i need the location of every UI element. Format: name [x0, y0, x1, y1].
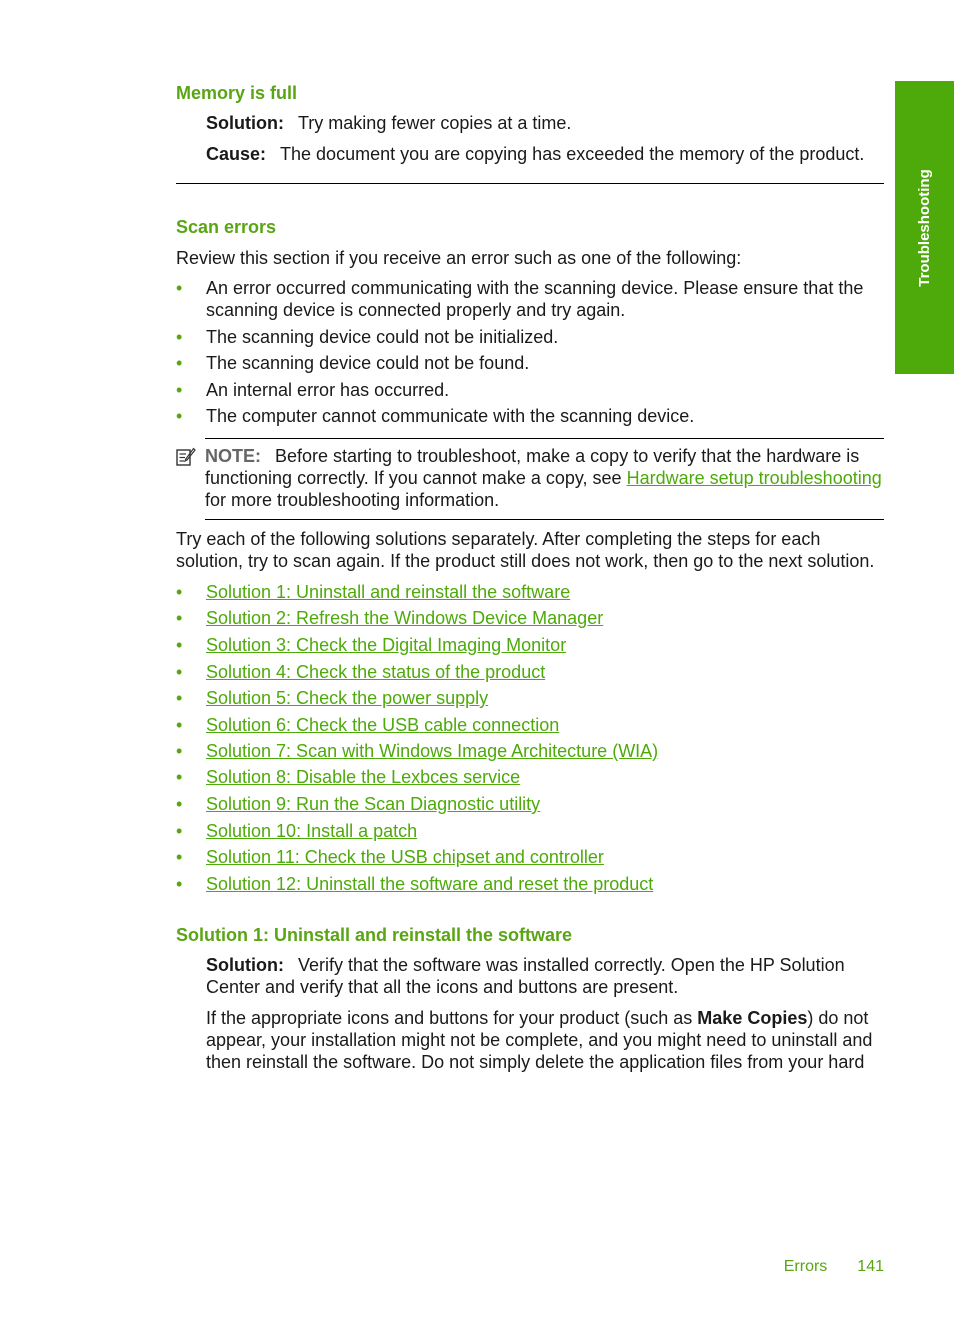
- solution-list-item: [176, 873, 884, 895]
- solution1-paragraph: [206, 1007, 884, 1073]
- heading-scan-errors: Scan errors: [176, 217, 277, 237]
- solution-link-8[interactable]: Solution 8: Disable the Lexbces service: [206, 767, 521, 787]
- solution-link-7[interactable]: Solution 7: Scan with Windows Image Architecture (WIA): [206, 741, 659, 761]
- solution-link-6[interactable]: Solution 6: Check the USB cable connection: [206, 715, 560, 735]
- solution-label: Solution:: [206, 113, 284, 133]
- error-list-item: • The scanning device could not be initialized.: [176, 326, 884, 348]
- solution1-label: Solution:: [206, 955, 284, 975]
- solution-list-item: [176, 820, 884, 842]
- para-before: If the appropriate icons and buttons for your product (such as: [206, 1008, 693, 1028]
- solution-link-3[interactable]: Solution 3: Check the Digital Imaging Monitor: [206, 635, 567, 655]
- solution-link-5[interactable]: Solution 5: Check the power supply: [206, 688, 489, 708]
- note-label: NOTE:: [205, 446, 261, 466]
- solution-list-item: [176, 607, 884, 629]
- solution-link-12[interactable]: Solution 12: Uninstall the software and reset the product: [206, 874, 654, 894]
- error-list-item: • An error occurred communicating with the scanning device. Please ensure that the scanning device is connected properly and try again.: [176, 277, 884, 321]
- side-tab-label: Troubleshooting: [915, 168, 933, 287]
- hardware-setup-link[interactable]: Hardware setup troubleshooting: [626, 468, 882, 488]
- error-list-item: • The computer cannot communicate with the scanning device.: [176, 405, 884, 427]
- solution-link-9[interactable]: Solution 9: Run the Scan Diagnostic utility: [206, 794, 541, 814]
- error-list-item: • An internal error has occurred.: [176, 379, 884, 401]
- solution1-solution: [206, 954, 884, 998]
- side-tab: [895, 81, 954, 374]
- solution-link-4[interactable]: Solution 4: Check the status of the product: [206, 662, 546, 682]
- solution-list-item: [176, 846, 884, 868]
- solution-link-10[interactable]: Solution 10: Install a patch: [206, 821, 418, 841]
- solution-text: Try making fewer copies at a time.: [297, 113, 572, 133]
- solution1-text: Verify that the software was installed correctly. Open the HP Solution Center and verify that all the icons and buttons are present.: [206, 955, 845, 997]
- note-text-before: Before starting to troubleshoot, make a copy to verify that the hardware is functioning correctly. If you cannot make a copy, see: [205, 446, 860, 488]
- note-box: [176, 438, 884, 520]
- solution-list-item: [176, 687, 884, 709]
- heading-solution-1: Solution 1: Uninstall and reinstall the software: [176, 925, 573, 945]
- solution-list-item: [176, 793, 884, 815]
- cause-text: The document you are copying has exceeded the memory of the product.: [280, 144, 865, 164]
- note-bottom-rule: [205, 519, 884, 520]
- try-text: Try each of the following solutions separately. After completing the steps for each solution, try to scan again. If the product still does not work, then go to the next solution.: [176, 529, 875, 571]
- note-icon: [176, 447, 196, 467]
- solution-link-1[interactable]: Solution 1: Uninstall and reinstall the software: [206, 582, 571, 602]
- scan-errors-intro: Review this section if you receive an error such as one of the following:: [176, 248, 742, 268]
- footer-section: Errors: [783, 1258, 828, 1275]
- memory-solution: [206, 112, 884, 134]
- page-footer: [784, 1257, 884, 1277]
- solution-link-11[interactable]: Solution 11: Check the USB chipset and controller: [206, 847, 604, 867]
- cause-label: Cause:: [206, 144, 267, 164]
- section-divider: [176, 183, 884, 184]
- note-text-after: for more troubleshooting information.: [205, 490, 500, 510]
- para-after: ) do not appear, your installation might not be complete, and you might need to uninstall and then reinstall the software. Do not simply delete the application files from your hard: [206, 1008, 873, 1072]
- solution-list-item: [176, 634, 884, 656]
- solution-list-item: [176, 766, 884, 788]
- note-text: [205, 445, 884, 511]
- solution-link-2[interactable]: Solution 2: Refresh the Windows Device Manager: [206, 608, 604, 628]
- solution-list-item: [176, 581, 884, 603]
- note-top-rule: [205, 438, 884, 439]
- solution-list-item: [176, 740, 884, 762]
- memory-cause: [206, 143, 884, 165]
- error-list-item: • The scanning device could not be found.: [176, 352, 884, 374]
- make-copies-term: Make Copies: [697, 1008, 808, 1028]
- solution-list-item: [176, 661, 884, 683]
- page-number: 141: [857, 1258, 884, 1275]
- solution-list-item: [176, 714, 884, 736]
- heading-memory-full: Memory is full: [176, 83, 298, 103]
